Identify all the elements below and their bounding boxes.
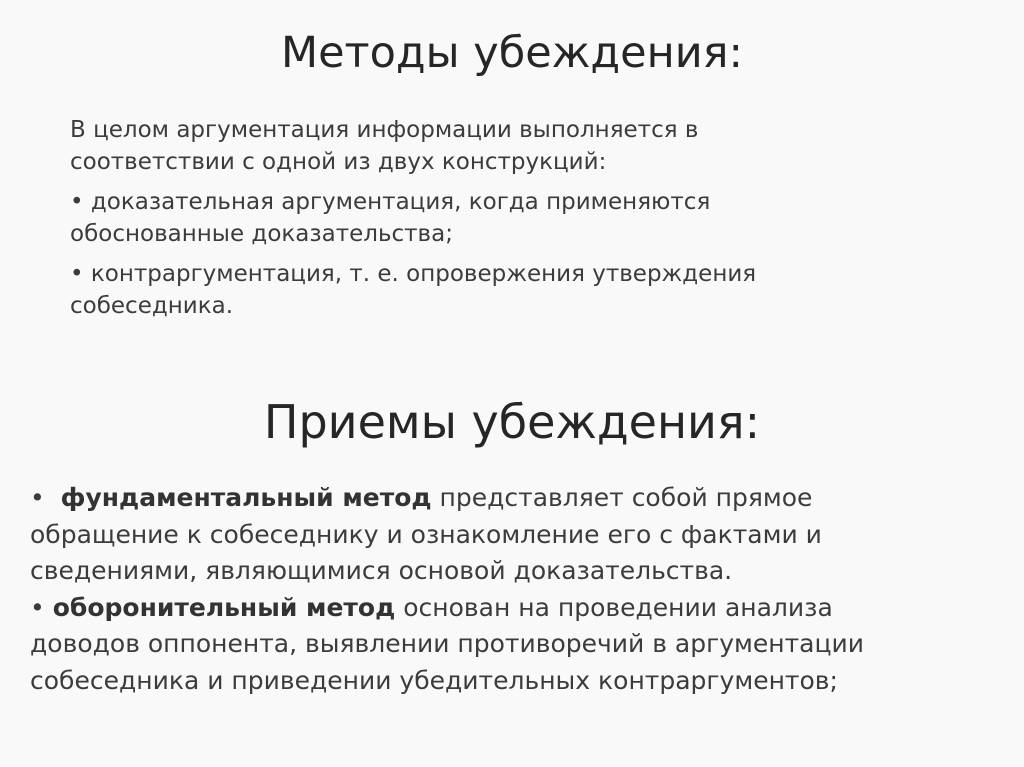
bullet: •	[30, 483, 45, 512]
technique-1-term: фундаментальный метод	[60, 483, 432, 512]
methods-intro-line-1: В целом аргументация информации выполняется в	[70, 117, 699, 143]
technique-1-line-2: обращение к собеседнику и ознакомление его с фактами и	[30, 519, 822, 549]
technique-2-line-1-rest: основан на проведении анализа	[395, 592, 833, 622]
title-methods: Методы убеждения:	[280, 28, 744, 78]
methods-item-evidence	[70, 186, 970, 250]
methods-item-1-line-1: • доказательная аргументация, когда применяются	[70, 189, 711, 215]
technique-2-term: оборонительный метод	[52, 592, 396, 622]
methods-intro-paragraph	[70, 114, 970, 178]
technique-1-line-3: сведениями, являющимися основой доказательства.	[30, 556, 733, 585]
technique-1-line-1-rest: представляет собой прямое	[431, 483, 813, 512]
technique-defensive	[30, 590, 990, 700]
technique-2-line-2: доводов оппонента, выявлении противоречий в аргументации	[30, 629, 864, 658]
methods-intro-line-2: соответствии с одной из двух конструкций:	[70, 149, 607, 175]
methods-item-2-line-2: собеседника.	[70, 293, 234, 319]
technique-1-line-1	[30, 480, 990, 517]
bullet: •	[30, 592, 45, 622]
title-techniques: Приемы убеждения:	[263, 395, 761, 449]
technique-fundamental	[30, 480, 990, 590]
methods-item-2-line-1: • контраргументация, т. е. опровержения утверждения	[70, 261, 757, 287]
methods-text-block	[70, 114, 970, 330]
technique-2-line-3: собеседника и приведении убедительных контраргументов;	[30, 665, 838, 695]
techniques-text-block	[30, 480, 990, 699]
methods-item-1-line-2: обоснованные доказательства;	[70, 221, 453, 247]
methods-item-counterargument	[70, 258, 970, 322]
technique-2-line-1	[30, 590, 990, 627]
